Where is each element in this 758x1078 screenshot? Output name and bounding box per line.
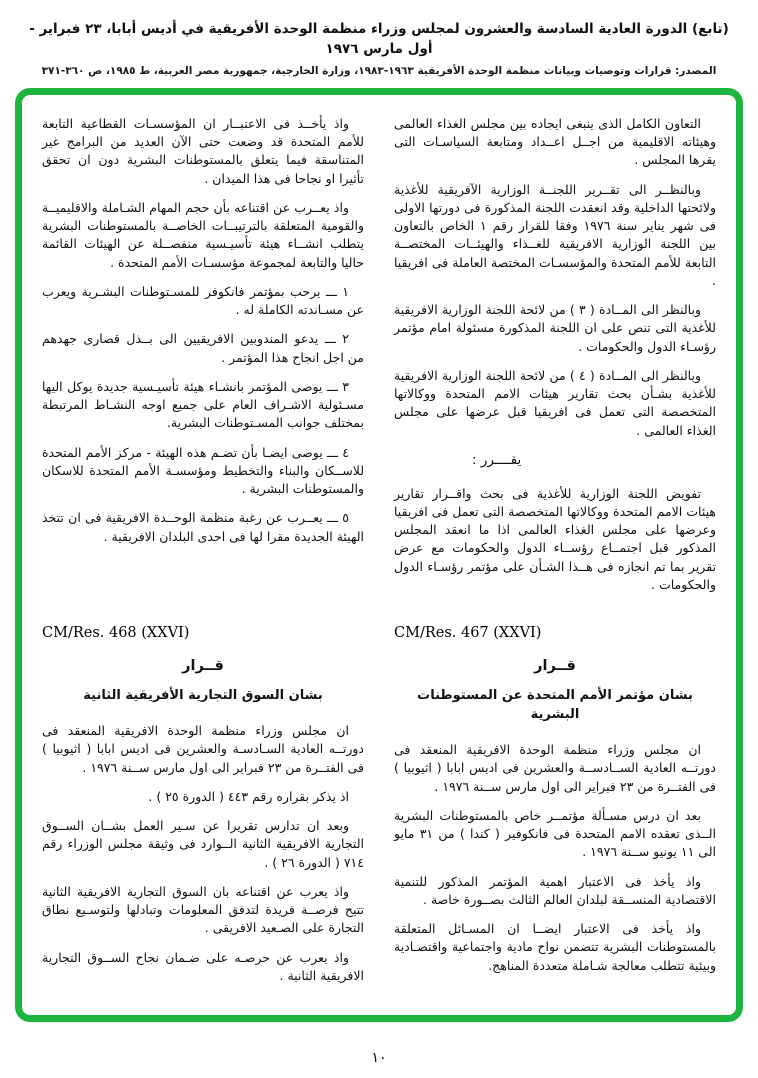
paragraph: واذ يأخذ فى الاعتبار ايضــا ان المسـائل المتعلقة بالمستوطنات البشرية تتضمن نواح مادية واجتماعية واقتصـادية وبيئية تتطلب معالجة شـاملة متعددة المناهج. (394, 921, 716, 973)
resolution-title: قــرار (534, 657, 576, 674)
paragraph: بعد ان درس مسـألة مؤتمــر خاص بالمستوطنات البشرية الــذى تعقده الامم المتحدة فى فانكوفير ( كندا ) من ٣١ مايو الى ١١ يونيو ســنة ١٩٧٦ . (394, 807, 716, 860)
resolution-ref-468: CM/Res. 468 (XXVI) (42, 624, 190, 641)
paragraph: وبالنظر الى المــادة ( ٣ ) من لائحة اللجنة الوزارية الافريقية للأغذية التى تنص على ان اللجنة المذكورة مسئولة امام مؤتمر رؤسـاء الدول والحكومات . (394, 302, 716, 354)
left-column-upper-section (42, 115, 364, 617)
paragraph: وبعد ان تدارس تقريرا عن سـير العمل بشــان الســوق التجارية الافريقية الثانية الــوارد فى وثيقة مجلس الوزراء رقم ٧١٤ ( الدورة ٢٦ ) . (42, 818, 364, 870)
paragraph: واذ يأخذ فى الاعتبار اهمية المؤتمر المذكور للتنمية الاقتصادية المنســقة لبلدان العالم الثالث بصــورة خاصة . (394, 873, 716, 907)
paragraph: واذ يأخــذ فى الاعتبــار ان المؤسسـات القطاعية التابعة للأمم المتحدة قد وضعت حتى الآن العديد من البرامج غير المتناسقة فيما يتعلق بالمستوطنات البشرية دون ان تحقق تأثيرا او نجاحا فى هذا الميدان . (42, 115, 364, 186)
resolution-ref-467: CM/Res. 467 (XXVI) (394, 624, 542, 641)
right-column-upper-section (394, 115, 716, 617)
page-number: ١٠ (371, 1050, 387, 1066)
resolution-title: قــرار (182, 657, 224, 674)
right-column (394, 115, 716, 999)
content-border-box (15, 88, 743, 1022)
paragraph: واذ يعــرب عن اقتناعه بأن حجم المهام الشـاملة والاقليميــة والقومية المتعلقة بالترتيبــات الخاصــة بالمستوطنات البشرية يتطلب انشــاء هيئة تأسيـسية منفصــلة عن الهيئات القائمة حاليا والتابعة لمجموعة مؤسسـات الأمم المتحدة . (42, 199, 364, 270)
numbered-item: ١ ـــ يرحب بمؤتمر فانكوفر للمسـتوطنات البشـرية ويعرب عن مسـاندته الكاملة له . (42, 283, 364, 318)
resolution-subtitle: بشان مؤتمر الأمم المتحدة عن المستوطنات البشرية (417, 688, 693, 723)
numbered-item: ٤ ـــ يوصى ايضـا بأن تضـم هذه الهيئة - مركز الأمم المتحدة للاســكان والبناء والتخطيط ومؤسسـة الأمم المتحدة للاسكان والمستوطنات البشرية . (42, 444, 364, 497)
resolution-subtitle: بشان السوق التجارية الأفريقية الثانية (83, 688, 323, 704)
decision-paragraph: تفويض اللجنة الوزارية للأغذية فى بحث واقــرار تقارير هيئات الامم المتحدة ووكالاتها المتخصصة التى تعمل فى افريقيا وعرضها على مجلس الغذاء العالمى اذا ما انعقد المجلس المذكور قبل اجتمــاع رؤســاء الدول والحكومات مع عرض تقرير بما تم انجازه فى هــذا الشـأن على مؤتمر رؤسـاء الدول والحكومات . (394, 485, 716, 592)
left-column (42, 115, 364, 999)
paragraph: التعاون الكامل الذى ينبغى ايجاده بين مجلس الغذاء العالمى وهيئاته الاقليمية من اجــل اعــداد ومتابعة السياسـات التى يقرها المجلس . (394, 115, 716, 168)
paragraph: وبالنظر الى المــادة ( ٤ ) من لائحة اللجنة الوزارية الافريقية للأغذية بشـأن بحث تقارير هيئات الامم المتحدة ووكالاتها المتخصصة التى تعمل فى افريقيا قبل عرضها على مجلس الغذاء العالمى . (394, 367, 716, 438)
paragraph: اذ يذكر بقراره رقم ٤٤٣ ( الدورة ٢٥ ) . (148, 788, 349, 804)
paragraph: واذ يعرب عن اقتناعه بان السوق التجارية الافريقية الثانية تتيح فرصــة فريدة لتدفق المعلومات وتبادلها ولتوسـيع نطاق التجارة على الصـعيد الافريقى . (42, 883, 364, 936)
header-source-line: المصدر: قرارات وتوصيات وبيانات منظمة الوحدة الأفريقية ١٩٦٣-١٩٨٣، وزارة الخارجية، جمهورية مصر العربية، ط ١٩٨٥، ص ٣٦٠-٣٧١ (41, 65, 717, 78)
numbered-item: ٢ ـــ يدعو المندوبين الافريقيين الى بــذل قصارى جهدهم من اجل انجاح هذا المؤتمر . (42, 331, 364, 365)
paragraph: واذ يعرب عن حرصـه على ضـمان نجاح الســوق التجارية الافريقية الثانية . (42, 949, 364, 983)
decides-label: يقــــرر : (472, 451, 522, 468)
paragraph: ان مجلس وزراء منظمة الوحدة الافريقية المنعقد فى دورتــه العادية الســادســة والعشرين فى اديس ابابا ( اثيوبيا ) فى الفتــرة من ٢٣ فبراير الى اول مارس ســنة ١٩٧٦ . (394, 742, 716, 794)
numbered-item: ٥ ـــ يعــرب عن رغبة منظمة الوحــدة الافريقية فى ان تتخذ الهيئة الجديدة مقرا لها فى احدى البلدان الافريقية . (42, 510, 364, 544)
page-header (0, 0, 758, 79)
paragraph: وبالنظــر الى تقــرير اللجنــة الوزارية الآفريقية للأغذية ولائحتها الداخلية وقد انعقدت اللجنة المذكورة فى دورتها الاولى فى شهر يناير سنة ١٩٧٦ وفقا للقرار رقم ١ الخاص بالتعاون بين اللجنة الوزارية الافريقية للغــذاء والهيئــات المختصــة التابعة للأمم المتحدة والمؤسسـات المختصة العاملة فى افريقيا . (394, 181, 716, 288)
paragraph: ان مجلس وزراء منظمة الوحدة الافريقية المنعقد فى دورتــه العادية السـادسـة والعشرين فى اديس ابابا ( اثيوبيا ) فى الفتــرة من ٢٣ فبراير الى اول مارس ســنة ١٩٧٦ . (42, 723, 364, 775)
header-session-line: (تابع) الدورة العادية السادسة والعشرون لمجلس وزراء منظمة الوحدة الأفريقية في أديس أبابا، ٢٣ فبراير - أول مارس ١٩٧٦ (29, 21, 729, 57)
numbered-item: ٣ ـــ يوصى المؤتمر بانشـاء هيئة تأسيـسية جديدة يوكل اليها مسـئولية الاشـراف العام على جميع اوجه النشـاط المرتبطة بمختلف جوانب المسـتوطنات البشرية. (42, 378, 364, 431)
